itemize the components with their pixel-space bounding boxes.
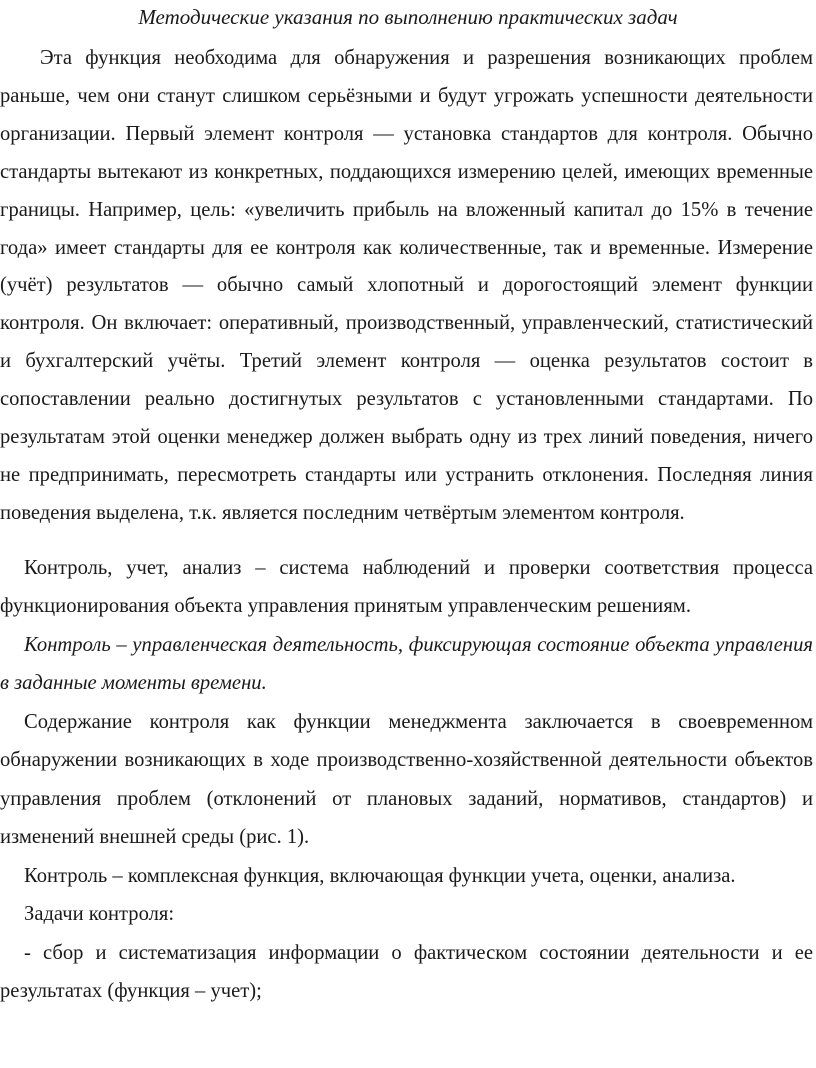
definition-term: Контроль bbox=[24, 633, 111, 656]
definition-text: – управленческая деятельность, фиксирующая состояние объекта управления в заданные моменты времени. bbox=[0, 633, 813, 695]
paragraph-complex-function: Контроль – комплексная функция, включающая функции учета, оценки, анализа. bbox=[24, 864, 736, 887]
document-body bbox=[0, 40, 813, 1011]
paragraph-control-content: Содержание контроля как функции менеджмента заключается в своевременном обнаружении возникающих в ходе производственно-хозяйственной деятельности объектов управления проблем (отклонений от плановых заданий, нормативов, стандартов) и изменений внешней среды (рис. 1). bbox=[0, 710, 813, 849]
paragraph-tasks-heading: Задачи контроля: bbox=[24, 903, 175, 926]
page-header: Методические указания по выполнению практических задач bbox=[138, 5, 678, 29]
paragraph-control-elements: Эта функция необходима для обнаружения и разрешения возникающих проблем раньше, чем они станут слишком серьёзными и будут угрожать успешности деятельности организации. Первый элемент контроля — установка стандартов для контроля. Обычно стандарты вытекают из конкретных, поддающихся измерению целей, имеющих временные границы. Например, цель: «увеличить прибыль на вложенный капитал до 15% в течение года» имеет стандарты для ее контроля как количественные, так и временные. Измерение (учёт) результатов — обычно самый хлопотный и дорогостоящий элемент функции контроля. Он включает: оперативный, производственный, управленческий, статистический и бухгалтерский учёты. Третий элемент контроля — оценка результатов состоит в сопоставлении реально достигнутых результатов с установленными стандартами. По результатам этой оценки менеджер должен выбрать одну из трех линий поведения, ничего не предпринимать, пересмотреть стандарты или устранить отклонения. Последняя линия поведения выделена, т.к. является последним четвёртым элементом контроля. bbox=[0, 47, 813, 524]
paragraph-control-system: Контроль, учет, анализ – система наблюдений и проверки соответствия процесса функционирования объекта управления принятым управленческим решениям. bbox=[0, 556, 813, 618]
paragraph-control-definition bbox=[0, 626, 813, 703]
paragraph-task-item: - сбор и систематизация информации о фактическом состоянии деятельности и ее результатах (функция – учет); bbox=[0, 941, 813, 1003]
